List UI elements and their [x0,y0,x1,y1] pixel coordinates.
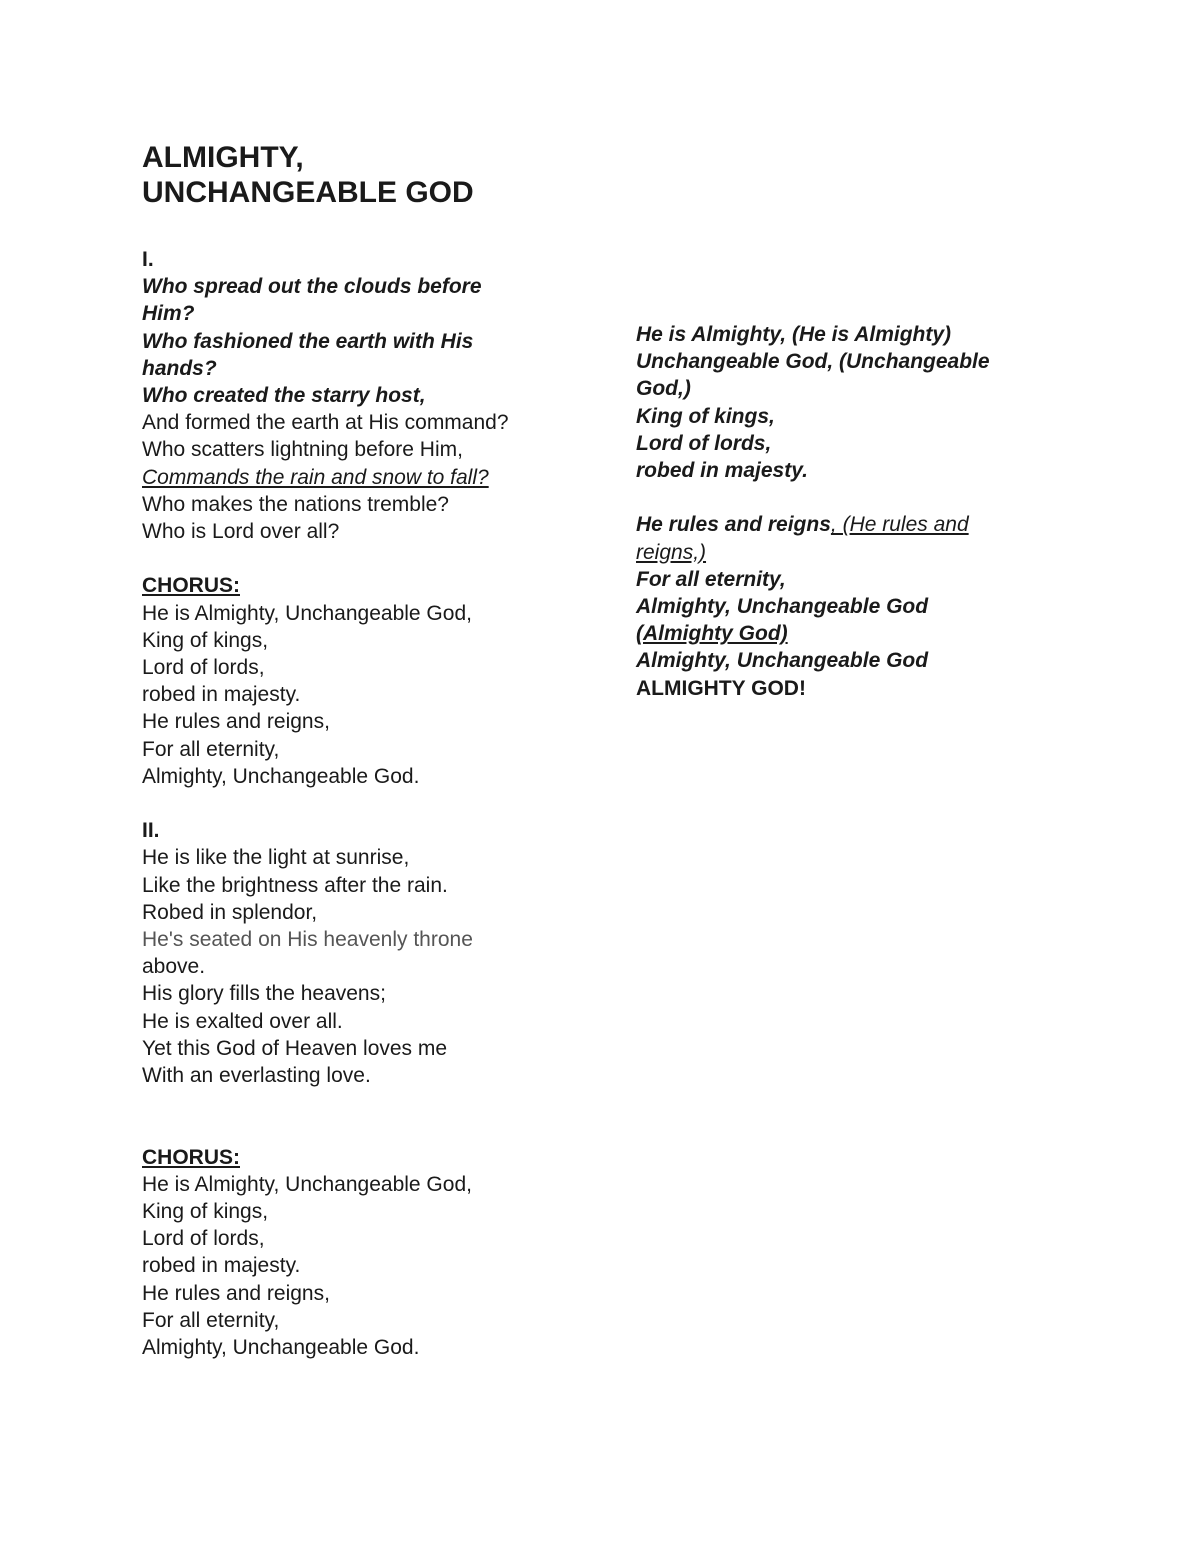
ending-final-line: ALMIGHTY GOD! [636,676,806,700]
chorus-1-line: robed in majesty. [142,683,301,707]
verse-2-line: above. [142,955,206,979]
chorus-1-label: CHORUS: [142,574,240,598]
chorus-2-line: robed in majesty. [142,1254,301,1278]
chorus-2-line: King of kings, [142,1200,269,1224]
chorus-1-line: He rules and reigns, [142,710,330,734]
verse-2-line: Like the brightness after the rain. [142,873,448,897]
ending-line: For all eternity, [636,567,786,591]
song-title [142,140,474,210]
verse-2-line: He is exalted over all. [142,1009,343,1033]
chorus-2-line: Lord of lords, [142,1227,265,1251]
ending-line: reigns,) [636,540,707,564]
ending-line: Lord of lords, [636,431,772,455]
verse-2-line: He is like the light at sunrise, [142,846,410,870]
verse-1-line: Who is Lord over all? [142,520,340,544]
ending-line: Almighty, Unchangeable God [636,649,929,673]
verse-1-line: Who fashioned the earth with His [142,329,474,353]
ending-line: (Almighty God) [636,622,788,646]
verse-2-line: Robed in splendor, [142,900,318,924]
verse-1-line: hands? [142,356,217,380]
ending-line [636,511,1076,538]
song-title-line-1: ALMIGHTY, [142,141,304,174]
ending-line-main: He rules and reigns [636,513,831,537]
verse-1-line: And formed the earth at His command? [142,411,509,435]
ending-line: God,) [636,377,691,401]
chorus-1-line: He is Almighty, Unchangeable God, [142,601,472,625]
song-title-line-2: UNCHANGEABLE GOD [142,176,474,209]
left-column [142,246,582,1361]
verse-1-line: Him? [142,302,195,326]
chorus-1-line: For all eternity, [142,737,280,761]
ending-line: King of kings, [636,404,775,428]
chorus-2-line: For all eternity, [142,1308,280,1332]
verse-2-label: II. [142,819,160,843]
chorus-2-line: He rules and reigns, [142,1281,330,1305]
ending-line-echo: , (He rules and [830,513,969,537]
chorus-2-label: CHORUS: [142,1145,240,1169]
verse-2-line: His glory fills the heavens; [142,982,386,1006]
verse-2-line: He's seated on His heavenly throne [142,928,473,952]
chorus-1-line: Almighty, Unchangeable God. [142,764,420,788]
chorus-1-line: King of kings, [142,628,269,652]
ending-line: Almighty, Unchangeable God [636,595,929,619]
ending-line: He is Almighty, (He is Almighty) [636,323,952,346]
verse-1-line: Commands the rain and snow to fall? [142,465,489,489]
right-column [636,321,1076,702]
verse-1-line: Who makes the nations tremble? [142,492,449,516]
verse-1-line: Who spread out the clouds before [142,275,482,299]
verse-1-line: Who created the starry host, [142,384,426,408]
verse-1-line: Who scatters lightning before Him, [142,438,463,462]
verse-2-line: With an everlasting love. [142,1064,371,1088]
chorus-2-line: He is Almighty, Unchangeable God, [142,1172,472,1196]
verse-2-line: Yet this God of Heaven loves me [142,1036,448,1060]
ending-line: robed in majesty. [636,459,808,483]
chorus-1-line: Lord of lords, [142,656,265,680]
chorus-2-line: Almighty, Unchangeable God. [142,1336,420,1360]
ending-line: Unchangeable God, (Unchangeable [636,350,990,374]
verse-1-label: I. [142,248,154,271]
